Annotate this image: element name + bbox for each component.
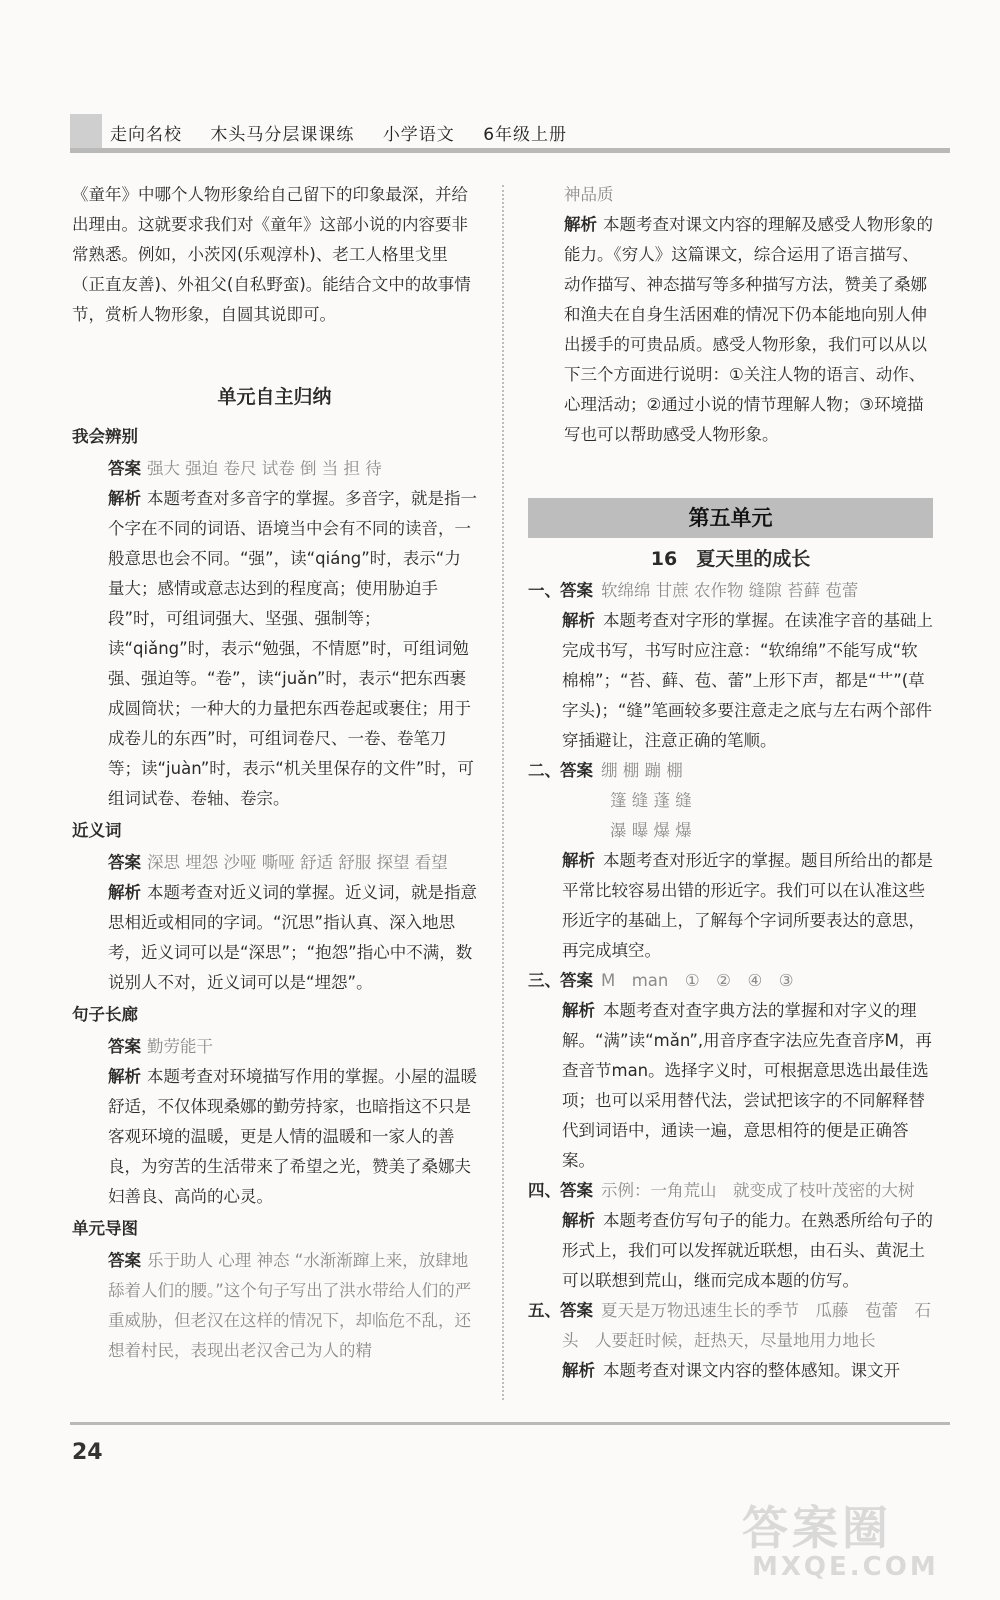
- answer-label: 答案: [108, 1251, 141, 1270]
- answer-text: 强大 强迫 卷尺 试卷 倒 当 担 待: [147, 459, 382, 478]
- answer-sentences: [72, 1032, 477, 1062]
- answer-unit-map: [72, 1246, 477, 1366]
- left-column: [72, 180, 477, 1366]
- analysis-continued: [528, 210, 933, 450]
- analysis-label: 解析: [108, 1067, 141, 1086]
- analysis-sentences: [72, 1062, 477, 1212]
- analysis-label: 解析: [564, 215, 597, 234]
- right-column: [528, 180, 933, 1386]
- analysis-label: 解析: [108, 883, 141, 902]
- unit-five-banner: 第五单元: [528, 498, 933, 538]
- header-block: [70, 114, 102, 148]
- question-1: [528, 576, 933, 756]
- answer-text: 勤劳能干: [147, 1037, 213, 1056]
- analysis-text: 本题考查对多音字的掌握。多音字，就是指一个字在不同的词语、语境当中会有不同的读音，一般意思也会不同。“强”，读“qiáng”时，表示“力量大；感情或意志达到的程度高；使用胁迫手段”时，可组词强大、坚强、强制等；读“qiǎng”时，表示“勉强，不情愿”时，可组词勉强、强迫等。“卷”，读“juǎn”时，表示“把东西裹成圆筒状；一种大的力量把东西卷起或裹住；用于成卷儿的东西”时，可组词卷尺、一卷、卷笔刀等；读“juàn”时，表示“机关里保存的文件”时，可组词试卷、卷轴、卷宗。: [108, 489, 477, 808]
- analysis-distinguish: [72, 484, 477, 814]
- answer-synonyms: [72, 848, 477, 878]
- header-rule: [70, 148, 950, 153]
- watermark-url: MXQE.COM: [752, 1552, 939, 1582]
- analysis-text: 本题考查对课文内容的理解及感受人物形象的能力。《穷人》这篇课文，综合运用了语言描写、动作描写、神态描写等多种描写方法，赞美了桑娜和渔夫在自身生活困难的情况下仍本能地向别人伸出援手的可贵品质。感受人物形象，我们可以从以下三个方面进行说明：①关注人物的语言、动作、心理活动；②通过小说的情节理解人物；③环境描写也可以帮助感受人物形象。: [564, 215, 933, 444]
- question-number: 四、: [528, 1181, 561, 1200]
- answer-label: 答案: [108, 1037, 141, 1056]
- analysis-text: 本题考查仿写句子的能力。在熟悉所给句子的形式上，我们可以发挥就近联想，由石头、黄泥土可以联想到荒山，继而完成本题的仿写。: [562, 1211, 933, 1290]
- answer-label: 答案: [560, 971, 593, 990]
- question-3: [528, 966, 933, 1176]
- header-series: 木头马分层课课练: [210, 125, 355, 145]
- section-title-synonyms: 近义词: [72, 821, 122, 840]
- question-number: 三、: [528, 971, 561, 990]
- analysis-synonyms: [72, 878, 477, 998]
- header-text: [110, 120, 589, 145]
- analysis-label: 解析: [108, 489, 141, 508]
- unit-summary-title: 单元自主归纳: [217, 386, 332, 408]
- header-brand: 走向名校: [110, 125, 182, 145]
- answer-text: 软绵绵 甘蔗 农作物 缝隙 苔藓 苞蕾: [601, 581, 859, 600]
- section-title-sentences: 句子长廊: [72, 1005, 138, 1024]
- analysis-text: 本题考查对形近字的掌握。题目所给出的都是平常比较容易出错的形近字。我们可以在认准这些形近字的基础上，了解每个字词所要表达的意思，再完成填空。: [562, 851, 933, 960]
- answer-label: 答案: [560, 581, 593, 600]
- analysis-label: 解析: [562, 851, 595, 870]
- analysis-label: 解析: [562, 611, 595, 630]
- header-grade: 6年级上册: [483, 125, 568, 145]
- answer-text: M man ① ② ④ ③: [601, 971, 794, 990]
- page-number: 24: [72, 1440, 103, 1465]
- question-2: [528, 756, 933, 966]
- answer-line-3: 瀑 曝 爆 爆: [610, 821, 692, 840]
- watermark-logo: 答案圈: [742, 1501, 892, 1555]
- section-title-unit-map: 单元导图: [72, 1219, 138, 1238]
- intro-paragraph: 《童年》中哪个人物形象给自己留下的印象最深，并给出理由。这就要求我们对《童年》这部小说的内容要非常熟悉。例如，小茨冈(乐观淳朴)、老工人格里戈里（正直友善)、外祖父(自私野蛮)。能结合文中的故事情节，赏析人物形象，自圆其说即可。: [72, 185, 471, 324]
- question-5: [528, 1296, 933, 1386]
- answer-label: 答案: [108, 459, 141, 478]
- answer-label: 答案: [560, 1301, 593, 1320]
- answer-continued: 神品质: [564, 185, 614, 204]
- analysis-label: 解析: [562, 1001, 595, 1020]
- answer-line-2: 篷 缝 蓬 缝: [610, 791, 692, 810]
- lesson-title: 16 夏天里的成长: [650, 548, 811, 570]
- question-number: 五、: [528, 1301, 561, 1320]
- answer-text: 示例：一角荒山 就变成了枝叶茂密的大树: [601, 1181, 915, 1200]
- analysis-text: 本题考查对近义词的掌握。近义词，就是指意思相近或相同的字词。“沉思”指认真、深入地思考，近义词可以是“深思”；“抱怨”指心中不满，数说别人不对，近义词可以是“埋怨”。: [108, 883, 477, 992]
- analysis-text: 本题考查对字形的掌握。在读准字音的基础上完成书写，书写时应注意：“软绵绵”不能写成“软棉棉”；“苔、藓、苞、蕾”上形下声，都是“艹”(草字头)；“缝”笔画较多要注意走之底与左右两个部件穿插避让，注意正确的笔顺。: [562, 611, 933, 750]
- answer-label: 答案: [108, 853, 141, 872]
- footer-rule: [70, 1422, 950, 1425]
- answer-text: 乐于助人 心理 神态 “水渐渐蹿上来，放肆地舔着人们的腰。”这个句子写出了洪水带给人们的严重威胁，但老汉在这样的情况下，却临危不乱，还想着村民，表现出老汉舍己为人的精: [108, 1251, 472, 1360]
- header-subject: 小学语文: [382, 125, 455, 145]
- answer-label: 答案: [560, 1181, 593, 1200]
- column-divider: [502, 185, 504, 1400]
- question-number: 一、: [528, 581, 561, 600]
- question-4: [528, 1176, 933, 1296]
- page-header: [70, 112, 950, 152]
- answer-text: 深思 埋怨 沙哑 嘶哑 舒适 舒服 探望 看望: [147, 853, 448, 872]
- question-number: 二、: [528, 761, 561, 780]
- analysis-text: 本题考查对环境描写作用的掌握。小屋的温暖舒适，不仅体现桑娜的勤劳持家，也暗指这不只是客观环境的温暖，更是人情的温暖和一家人的善良，为穷苦的生活带来了希望之光，赞美了桑娜夫妇善良、高尚的心灵。: [108, 1067, 477, 1206]
- analysis-label: 解析: [562, 1211, 595, 1230]
- answer-line-1: 绷 棚 蹦 棚: [601, 761, 683, 780]
- analysis-label: 解析: [562, 1361, 595, 1380]
- answer-distinguish: [72, 454, 477, 484]
- answer-text: 夏天是万物迅速生长的季节 瓜藤 苞蕾 石头 人要赶时候，赶热天，尽量地用力地长: [562, 1301, 931, 1350]
- analysis-text: 本题考查对查字典方法的掌握和对字义的理解。“满”读“mǎn”,用音序查字法应先查音序M，再查音节man。选择字义时，可根据意思选出最佳选项；也可以采用替代法，尝试把该字的不同解释替代到词语中，通读一遍，意思相符的便是正确答案。: [562, 1001, 932, 1170]
- analysis-text: 本题考查对课文内容的整体感知。课文开: [603, 1361, 900, 1380]
- answer-label: 答案: [560, 761, 593, 780]
- section-title-distinguish: 我会辨别: [72, 427, 138, 446]
